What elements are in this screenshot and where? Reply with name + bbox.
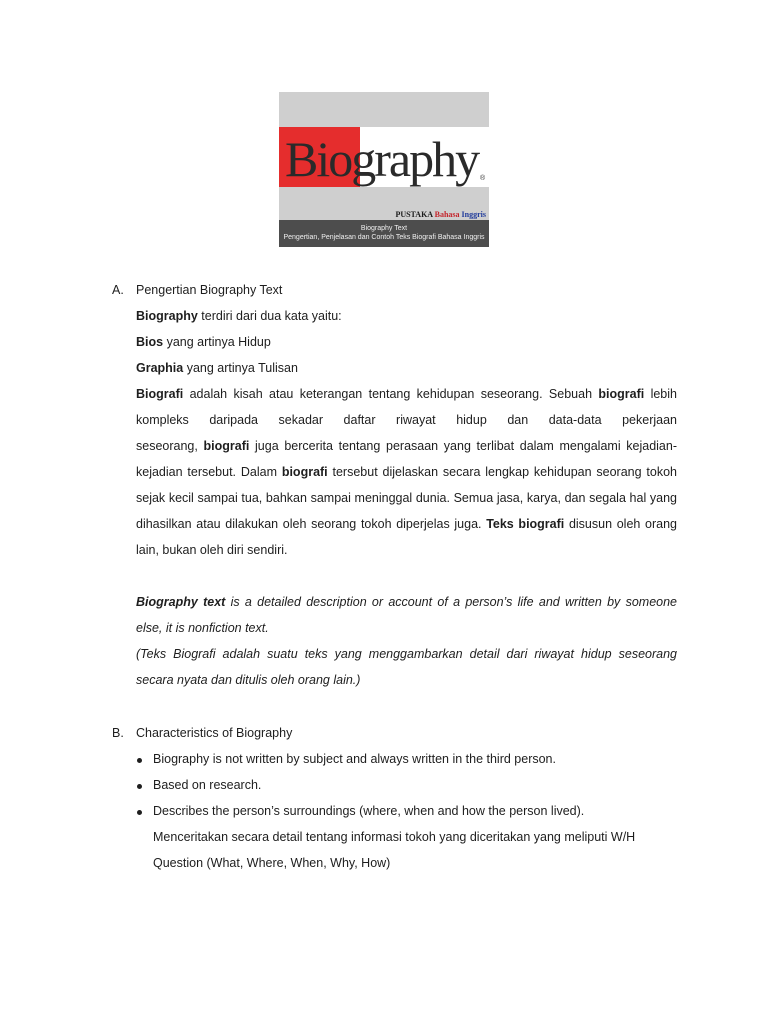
- bullet-dot: [137, 784, 142, 789]
- characteristic-note-line-1: Menceritakan secara detail tentang informasi tokoh yang diceritakan yang meliputi W/H: [153, 830, 636, 844]
- registered-mark: ®: [480, 175, 486, 182]
- biography-text-translation: [136, 641, 677, 693]
- paragraph-line: [136, 667, 677, 693]
- text-run: juga bercerita tentang perasaan yang terlibat dalam mengalami kejadian-: [249, 439, 677, 453]
- text-run: kompleks daripada sekadar daftar riwayat hidup dan data-data pekerjaan: [136, 413, 677, 427]
- bullet-dot: [137, 810, 142, 815]
- paragraph-line: [136, 641, 677, 667]
- text-run: adalah kisah atau keterangan tentang kehidupan seseorang. Sebuah: [183, 387, 599, 401]
- definition-line-2: Bios yang artinya Hidup: [136, 335, 271, 349]
- paragraph-line: [136, 589, 677, 615]
- paragraph-line: [136, 407, 677, 433]
- section-a-title: Pengertian Biography Text: [136, 283, 283, 297]
- text-run: Biografi: [136, 387, 184, 401]
- characteristic-note-line-2: Question (What, Where, When, Why, How): [153, 856, 391, 870]
- characteristic-item-2: Based on research.: [153, 778, 262, 792]
- banner-caption-subtitle: Pengertian, Penjelasan dan Contoh Teks Biografi Bahasa Inggris: [283, 234, 485, 241]
- banner-brand: PUSTAKA Bahasa Inggris: [395, 210, 486, 219]
- paragraph-line: [136, 615, 677, 641]
- characteristic-item-3: Describes the person’s surroundings (where, when and how the person lived).: [153, 804, 585, 818]
- paragraph-line: [136, 381, 677, 407]
- text-run: Biography text: [136, 595, 226, 609]
- section-a-letter: A.: [112, 283, 124, 297]
- text-run: sejak kecil sampai tua, bahkan sampai meninggal dunia. Semua jasa, karya, dan segala hal yang: [136, 491, 677, 505]
- section-b-title: Characteristics of Biography: [136, 726, 293, 740]
- bullet-dot: [137, 758, 142, 763]
- text-run: else, it is nonfiction text.: [136, 621, 269, 635]
- definition-line-3: Graphia yang artinya Tulisan: [136, 361, 298, 375]
- text-run: lebih: [644, 387, 677, 401]
- banner-caption-strip: [279, 220, 489, 247]
- text-run: secara nyata dan ditulis oleh orang lain.): [136, 673, 361, 687]
- text-run: dihasilkan atau dilakukan oleh seorang tokoh diperjelas juga.: [136, 517, 487, 531]
- text-run: disusun oleh orang: [564, 517, 677, 531]
- paragraph-line: [136, 485, 677, 511]
- text-run: is a detailed description or account of a person’s life and written by someone: [225, 595, 678, 609]
- biography-text-definition: [136, 589, 677, 641]
- paragraph-line: [136, 537, 677, 563]
- banner-caption-title: Biography Text: [360, 225, 408, 232]
- text-run: lain, bukan oleh diri sendiri.: [136, 543, 288, 557]
- paragraph-line: [136, 433, 677, 459]
- text-run: seseorang,: [136, 439, 204, 453]
- biography-banner-image: [279, 92, 489, 247]
- biografi-paragraph: [136, 381, 677, 563]
- section-b-letter: B.: [112, 726, 124, 740]
- text-run: tersebut dijelaskan secara lengkap kehidupan seorang tokoh: [327, 465, 677, 479]
- banner-word: Biography: [285, 131, 479, 187]
- definition-line-1: Biography terdiri dari dua kata yaitu:: [136, 309, 342, 323]
- paragraph-line: [136, 459, 677, 485]
- text-run: kejadian tersebut. Dalam: [136, 465, 282, 479]
- characteristic-item-1: Biography is not written by subject and always written in the third person.: [153, 752, 556, 766]
- text-run: biografi: [203, 439, 250, 453]
- text-run: (Teks Biografi adalah suatu teks yang menggambarkan detail dari riwayat hidup seseorang: [136, 647, 677, 661]
- text-run: biografi: [598, 387, 645, 401]
- text-run: biografi: [281, 465, 328, 479]
- text-run: Teks biografi: [486, 517, 565, 531]
- paragraph-line: [136, 511, 677, 537]
